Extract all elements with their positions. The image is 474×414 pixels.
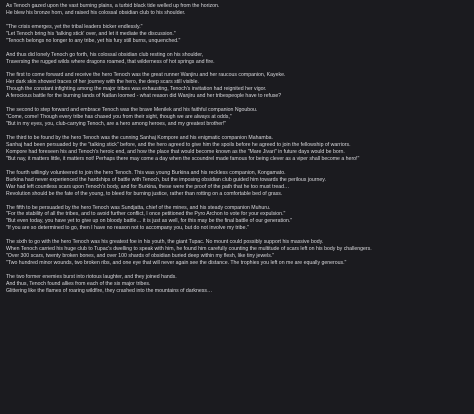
paragraph: [6, 170, 468, 198]
paragraph: [6, 72, 468, 100]
text-line: "For the stability of all the tribes, and to avoid further conflict, I once petitioned the Pyro Archon to vote for your expulsion.": [6, 211, 286, 218]
text-line: "Two hundred minor wounds, two broken ribs, and one eye that will never again see the distance. The trophies you left on me are equally generous.": [6, 260, 347, 267]
paragraph: [6, 107, 468, 128]
text-line: When Tenoch carried his huge club to Tupac's dwelling to speak with him, he found him carefully counting the multitude of scars left on his body by challengers.: [6, 246, 372, 253]
text-line: The sixth to go with the hero Tenoch was his greatest foe in his youth, the giant Tupac. No mount could possibly support his massive body.: [6, 239, 324, 246]
text-line: "The crisis emerges, yet the tribal leaders bicker endlessly.": [6, 23, 143, 30]
text-line: Burkina had never experienced the hardships of battle with Tenoch, but the imposing obsidian club guided him towards the perilous journey.: [6, 176, 326, 183]
text-line: And thus did lonely Tenoch go forth, his colossal obsidian club resting on his shoulder,: [6, 51, 204, 58]
paragraph: [6, 135, 468, 163]
text-line: "Come, come! Though every tribe has chased you from their sight, though we are always at odds,": [6, 114, 232, 121]
text-line: The second to step forward and embrace Tenoch was the brave Menilek and his faithful companion Ngoubou.: [6, 107, 258, 114]
text-line: "But even today, you have yet to give up on bloody battle… it is just as well, for this may be the final battle of our generation.": [6, 218, 293, 225]
text-line: Revolution should be the fate of the young, to bleed for burning justice, rather than rotting on a comfortable bed of grass.: [6, 190, 283, 197]
text-line: He blew his bronze horn, and raised his colossal obsidian club to his shoulder.: [6, 9, 186, 16]
text-line: Her dark skin showed traces of her journey with the hero, the deep scars still visible.: [6, 79, 199, 86]
text-line: Glittering like the flames of roaring wildfire, they crashed into the mountains of darkness…: [6, 287, 213, 294]
text-line: War had left countless scars upon Tenoch's body, and for Burkina, these were the proof of the path that he too must tread…: [6, 183, 290, 190]
text-line: As Tenoch gazed upon the vast burning plains, a turbid black tide welled up from the horizon.: [6, 3, 220, 9]
text-line: "But nay, it matters little, it matters not! Perhaps there may come a day when the scoundrel made famous for being clever as a viper shall become a hero!": [6, 155, 360, 162]
paragraph: [6, 24, 468, 45]
text-line: The first to come forward and receive the hero Tenoch was the great runner Wanjiru and her raucous companion, Kayeke.: [6, 72, 286, 79]
text-line: "But in my eyes, you, club-carrying Tenoch, are a hero among heroes, and my greatest brother!": [6, 121, 227, 128]
text-line: The fifth to be persuaded by the hero Tenoch was Sundjatta, chief of the mines, and his steady companion Muhuru.: [6, 204, 271, 211]
text-line: The two former enemies burst into riotous laughter, and they joined hands.: [6, 274, 177, 281]
text-line: Traversing the rugged wilds where dragons roamed, that wilderness of hot springs and fire.: [6, 58, 215, 65]
text-line: "Let Tenoch bring his 'talking stick' over, and let it mediate the discussion.": [6, 30, 176, 37]
text-line: And thus, Tenoch found allies from each of the six major tribes.: [6, 280, 151, 287]
paragraph: [6, 274, 468, 295]
text-line: Sanhaj had been persuaded by the "talking stick" before, and the hero agreed to give him the spoils before he agreed to join the fellowship of warriors.: [6, 141, 351, 148]
paragraph: [6, 205, 468, 233]
text-line: "Over 300 scars, twenty broken bones, and over 100 shards of obsidian buried deep within my flesh, like tiny jewels.": [6, 253, 275, 260]
text-line: The third to be found by the hero Tenoch was the cunning Sanhaj Kompore and his enigmatic companion Mahamba.: [6, 135, 273, 142]
text-line: The fourth willingly volunteered to join the hero Tenoch. This was young Burkina and his reckless companion, Kongamato.: [6, 169, 286, 176]
text-line: A ferocious battle for the burning lands of Natlan loomed - what reason did Wanjiru and her tribespeople have to refuse?: [6, 93, 282, 100]
paragraph: [6, 239, 468, 267]
text-line: "Tenoch belongs no longer to any tribe, yet his fury still burns, unquenched.": [6, 37, 181, 44]
text-line: Kompore had foreseen his and Tenoch's heroic end, and how the place that would become known as the "Mare Jivari" in future days would be born.: [6, 148, 345, 155]
text-line: Though the constant infighting among the major tribes was exhausting, Tenoch's invitation had reignited her vigor.: [6, 86, 267, 93]
paragraph: [6, 3, 468, 17]
paragraph: [6, 52, 468, 66]
text-line: "If you are so determined to go, then I have no reason not to accompany you, but do not involve my tribe.": [6, 225, 249, 232]
